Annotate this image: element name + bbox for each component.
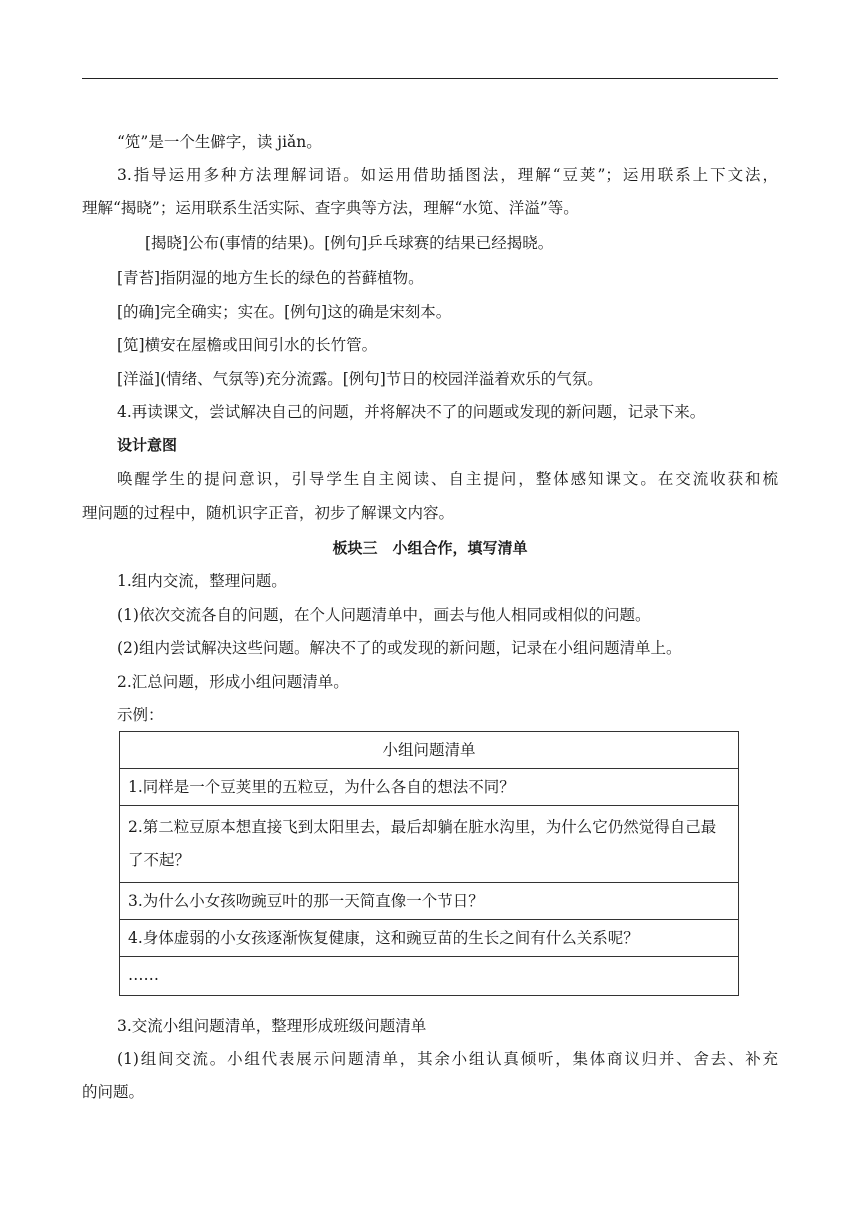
text-line: 1.组内交流，整理问题。 [117, 572, 287, 590]
definition-jian: [笕]横安在屋檐或田间引水的长竹管。 [117, 336, 378, 354]
text-line: 4.再读课文，尝试解决自己的问题，并将解决不了的问题或发现的新问题，记录下来。 [117, 403, 706, 421]
text-line: “笕”是一个生僻字，读 jiǎn。 [117, 133, 322, 151]
definition-qingtai: [青苔]指阴湿的地方生长的绿色的苔藓植物。 [117, 269, 424, 287]
design-intent-text: 理问题的过程中，随机识字正音，初步了解课文内容。 [82, 504, 455, 522]
table-header: 小组问题清单 [120, 732, 739, 769]
text-line: 理解“揭晓”；运用联系生活实际、查字典等方法，理解“水笕、洋溢”等。 [82, 199, 579, 217]
table-row [120, 883, 739, 920]
table-cell: 3.为什么小女孩吻豌豆叶的那一天简直像一个节日？ [120, 883, 739, 920]
text-line: 2.汇总问题，形成小组问题清单。 [117, 673, 349, 691]
table-cell: 2.第二粒豆原本想直接飞到太阳里去，最后却躺在脏水沟里，为什么它仍然觉得自己最了不起？ [120, 806, 739, 883]
table-cell: 4.身体虚弱的小女孩逐渐恢复健康，这和豌豆苗的生长之间有什么关系呢？ [120, 920, 739, 957]
table-cell: 1.同样是一个豆荚里的五粒豆，为什么各自的想法不同？ [120, 769, 739, 806]
text-line: 3.指导运用多种方法理解词语。如运用借助插图法，理解“豆荚”；运用联系上下文法， [117, 166, 778, 184]
table-row [120, 957, 739, 996]
definition-yangyi: [洋溢](情绪、气氛等)充分流露。[例句]节日的校园洋溢着欢乐的气氛。 [117, 370, 603, 388]
table-row [120, 769, 739, 806]
text-line: 的问题。 [82, 1083, 145, 1101]
table-row [120, 920, 739, 957]
header-rule [82, 78, 778, 79]
definition-jiexiao: [揭晓]公布(事情的结果)。[例句]乒乓球赛的结果已经揭晓。 [145, 234, 554, 252]
design-intent-text: 唤醒学生的提问意识，引导学生自主阅读、自主提问，整体感知课文。在交流收获和梳 [117, 470, 778, 488]
text-line: (1)依次交流各自的问题，在个人问题清单中，画去与他人相同或相似的问题。 [117, 606, 651, 624]
text-line: (2)组内尝试解决这些问题。解决不了的或发现的新问题，记录在小组问题清单上。 [117, 639, 682, 657]
definition-dique: [的确]完全确实；实在。[例句]这的确是宋刻本。 [117, 303, 452, 321]
table-cell: …… [120, 957, 739, 996]
section-heading: 板块三 小组合作，填写清单 [332, 539, 528, 557]
group-question-table [119, 731, 739, 996]
table-row [120, 732, 739, 769]
text-line: 3.交流小组问题清单，整理形成班级问题清单 [117, 1017, 427, 1035]
text-line: 示例： [117, 706, 164, 724]
design-intent-title: 设计意图 [117, 436, 178, 454]
table-row [120, 806, 739, 883]
text-line: (1)组间交流。小组代表展示问题清单，其余小组认真倾听，集体商议归并、舍去、补充 [117, 1050, 778, 1068]
